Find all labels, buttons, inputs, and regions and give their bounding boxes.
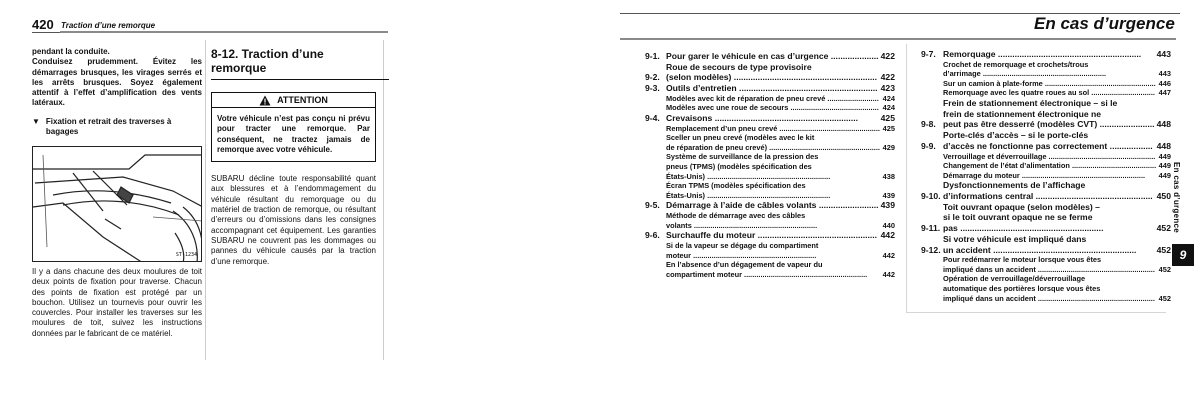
toc-entry[interactable] (921, 79, 1171, 89)
toc-entry-number: 9-6. (645, 230, 660, 241)
toc-page-number: 450 (1156, 191, 1171, 202)
toc-page-number: 439 (882, 190, 895, 200)
toc-entry-title (666, 200, 879, 211)
column-divider (383, 40, 384, 360)
toc-entry-title (666, 62, 879, 83)
toc-entry-number: 9-7. (921, 49, 936, 59)
toc-page-number: 449 (1158, 170, 1171, 180)
toc-entry[interactable] (645, 181, 895, 200)
toc-entry-line: Crevaisons ............................................................ (666, 113, 858, 123)
toc-entry-title (943, 98, 1155, 130)
toc-entry-number: 9-5. (645, 200, 660, 211)
toc-entry-line: Pour garer le véhicule en cas d’urgence .................... (666, 51, 879, 61)
toc-entry-line: Modèles avec kit de réparation de pneu crevé ......................... (666, 93, 879, 103)
toc-entry-title (943, 49, 1155, 60)
attention-text: Votre véhicule n’est pas conçu ni prévu pour tracter une remorque. Par conséquent, ne tractez jamais de remorque avec votre véhicule. (217, 114, 370, 154)
toc-entry-title (943, 130, 1155, 151)
chapter-rule (620, 38, 1176, 40)
toc-entry-number: 9-8. (921, 119, 936, 130)
toc-entry[interactable] (921, 161, 1171, 171)
toc-entry-title (943, 180, 1155, 201)
toc-entry-line: impliqué dans un accident ......................................................... (943, 293, 1155, 303)
side-tab-label: En cas d’urgence (1172, 162, 1181, 234)
toc-entry[interactable] (921, 60, 1171, 79)
toc-entry[interactable] (921, 49, 1171, 60)
toc-page-number: 447 (1158, 88, 1171, 98)
toc-page-number: 442 (882, 250, 895, 260)
toc-entry[interactable] (645, 103, 895, 113)
toc-entry-title (666, 181, 881, 200)
toc-page-number: 442 (882, 269, 895, 279)
page-number: 420 (32, 17, 54, 32)
toc-entry-title (666, 113, 879, 124)
toc-entry-line: compartiment moteur ............................................................ (666, 269, 868, 279)
toc-entry-line: de réparation de pneu crevé) ...................................................... (666, 142, 880, 152)
section-rule (211, 79, 389, 80)
toc-entry-number: 9-10. (921, 191, 941, 202)
toc-entry[interactable] (645, 124, 895, 134)
toc-entry-title (666, 211, 881, 230)
toc-column-divider (906, 44, 907, 312)
toc-page-number: 452 (1156, 244, 1171, 255)
toc-entry-title (666, 51, 879, 62)
toc-page-number: 440 (882, 220, 895, 230)
left-column (32, 47, 202, 137)
toc-bottom-rule (906, 312, 1166, 313)
toc-entry[interactable] (921, 202, 1171, 234)
toc-entry-title (943, 274, 1157, 303)
toc-entry-title (943, 234, 1155, 255)
toc-entry-line: Verrouillage et déverrouillage .................................................... (943, 151, 1156, 161)
toc-entry-line: si le toit ouvrant opaque ne se ferme (943, 212, 1093, 223)
toc-entry-line: Outils d’entretien .......................................................... (666, 83, 878, 94)
toc-entry-title (666, 103, 881, 113)
toc-entry-line: automatique des portières lorsque vous êtes (943, 284, 1101, 294)
toc-entry-number: 9-4. (645, 113, 660, 123)
toc-entry[interactable] (645, 260, 895, 279)
toc-page-number: 452 (1158, 264, 1171, 274)
toc-entry-line: Méthode de démarrage avec des câbles (666, 211, 806, 221)
toc-page-number: 448 (1156, 119, 1171, 130)
toc-entry-line: Système de surveillance de la pression des (666, 152, 819, 162)
toc-entry[interactable] (645, 211, 895, 230)
toc-page-number: 439 (880, 200, 895, 211)
toc-entry-line: impliqué dans un accident ......................................................... (943, 264, 1155, 274)
toc-page-number: 429 (882, 142, 895, 152)
toc-entry-line: Pour redémarrer le moteur lorsque vous êtes (943, 255, 1102, 265)
toc-column-right (921, 49, 1171, 303)
toc-entry-line: Sceller un pneu crevé (modèles avec le kit (666, 133, 815, 143)
toc-entry-title (943, 255, 1157, 274)
toc-page-number: 443 (1158, 69, 1171, 79)
triangle-bullet-icon: ▼ (32, 116, 40, 126)
toc-entry-title (666, 260, 881, 279)
toc-entry-number: 9-12. (921, 244, 941, 255)
toc-page-number: 422 (880, 72, 895, 83)
toc-entry[interactable] (921, 255, 1171, 274)
toc-entry-line: d’arrimage ............................................................ (943, 69, 1107, 79)
toc-entry-title (943, 79, 1157, 89)
toc-entry-line: Démarrage à l’aide de câbles volants ......................... (666, 200, 879, 211)
toc-entry[interactable] (645, 230, 895, 241)
toc-entry-line: Si de la vapeur se dégage du compartiment (666, 241, 819, 251)
toc-entry[interactable] (921, 274, 1171, 303)
toc-entry[interactable] (921, 152, 1171, 162)
subsection-title: Fixation et retrait des traverses à bagages (45, 116, 172, 137)
toc-entry-line: Dysfonctionnements de l’affichage (943, 180, 1086, 191)
toc-entry-title (943, 88, 1157, 98)
toc-entry[interactable] (921, 130, 1171, 151)
toc-entry-line: volants ............................................................ (666, 220, 818, 230)
toc-entry-line: États-Unis) ............................................................ (666, 190, 831, 200)
toc-entry[interactable] (921, 234, 1171, 255)
chapter-title: En cas d’urgence (1034, 14, 1175, 33)
toc-entry-line: Surchauffe du moteur .................................................. (666, 230, 878, 241)
toc-entry-title (666, 83, 879, 94)
toc-page-number: 452 (1156, 223, 1171, 234)
toc-entry-line: Crochet de remorquage et crochets/trous (943, 59, 1089, 69)
toc-entry-line: peut pas être desserré (modèles CVT) ....................... (943, 119, 1155, 130)
toc-entry-title (666, 152, 881, 181)
toc-entry-line: (selon modèles) ............................................................ (666, 72, 878, 83)
toc-entry-title (666, 133, 881, 152)
toc-entry-line: Si votre véhicule est impliqué dans (943, 233, 1087, 244)
toc-entry-line: Remorquage ............................................................ (943, 49, 1142, 59)
fixation-paragraph: Il y a dans chacune des deux moulures de toit deux points de fixation pour traverse. Chacun des points de fixation est protégé par un bouchon. Utilisez un tournevis pour ouvrir les couvercles. Pour installer les traverses sur les moulures de toit, suivez les instructions données par le fabricant de ce matériel. (32, 267, 202, 338)
toc-entry[interactable] (921, 171, 1171, 181)
toc-page-number: 423 (880, 83, 895, 94)
toc-entry-title (666, 124, 881, 134)
toc-entry-title (666, 94, 881, 104)
toc-page-number: 442 (880, 230, 895, 241)
toc-entry-line: Démarrage du moteur ............................................................ (943, 170, 1146, 180)
toc-entry-number: 9-1. (645, 51, 660, 61)
toc-entry-line: Remorquage avec les quatre roues au sol ............................... (943, 88, 1155, 98)
running-title: Traction d’une remorque (61, 21, 156, 30)
figure-code: ST-1234 (175, 252, 197, 258)
warning-triangle-icon (259, 95, 271, 106)
toc-entry-line: pneus (TPMS) (modèles spécification des (666, 162, 812, 172)
toc-page-number: 422 (880, 51, 895, 61)
toc-entry-title (943, 60, 1157, 79)
toc-entry-line: frein de stationnement électronique ne (943, 108, 1102, 119)
toc-entry-line: Remplacement d’un pneu crevé ................................................. (666, 123, 880, 133)
toc-entry-number: 9-11. (921, 223, 941, 234)
toc-entry-line: Écran TPMS (modèles spécification des (666, 181, 806, 191)
toc-entry[interactable] (645, 83, 895, 94)
toc-entry-line: moteur ............................................................ (666, 250, 817, 260)
toc-entry-number: 9-2. (645, 72, 660, 83)
toc-page-number: 425 (880, 113, 895, 123)
toc-entry[interactable] (645, 51, 895, 62)
toc-page-number: 424 (882, 103, 895, 113)
disclaimer-paragraph: SUBARU décline toute responsabilité quant aux blessures et à l’endommagement du véhicule résultant du remorquage ou du matériel de traction de remorque, ou résultant d’erreurs ou d’omissions dans les consignes accompagnant cet équipement. Les garanties SUBARU ne couvrent pas les dommages ou pannes du véhicule causés par la traction d’une remorque. (211, 174, 376, 266)
attention-label: ATTENTION (277, 94, 328, 105)
roof-rail-illustration (32, 146, 202, 262)
toc-entry-line: Changement de l’état d’alimentation ......................................... (943, 161, 1157, 171)
toc-column-left (645, 51, 895, 279)
toc-entry[interactable] (645, 200, 895, 211)
attention-box (211, 92, 376, 162)
column-divider (205, 40, 206, 360)
subsection-heading (32, 117, 202, 138)
toc-entry-title (943, 202, 1155, 234)
toc-entry[interactable] (645, 62, 895, 83)
toc-entry-line: Modèles avec une roue de secours ........................................... (666, 103, 879, 113)
toc-page-number: 443 (1156, 49, 1171, 59)
header-rule-accent (60, 31, 388, 33)
toc-entry-title (943, 161, 1157, 171)
toc-entry-line: pas ............................................................ (943, 223, 1104, 234)
toc-entry-line: Opération de verrouillage/déverrouillage (943, 274, 1086, 284)
toc-page-number: 424 (882, 93, 895, 103)
toc-entry[interactable] (645, 133, 895, 152)
toc-entry-line: Toit ouvrant opaque (selon modèles) – (943, 201, 1100, 212)
toc-page-number: 449 (1158, 161, 1171, 171)
toc-page-number: 425 (882, 123, 895, 133)
toc-entry[interactable] (921, 88, 1171, 98)
toc-page-number: 449 (1158, 151, 1171, 161)
toc-entry-line: États-Unis) ............................................................ (666, 171, 831, 181)
toc-entry[interactable] (921, 98, 1171, 130)
chapter-tab: 9 (1172, 244, 1194, 266)
toc-entry[interactable] (645, 152, 895, 181)
toc-entry-line: En l’absence d’un dégagement de vapeur du (666, 260, 823, 270)
toc-entry-title (943, 171, 1157, 181)
attention-header (212, 93, 375, 108)
caution-paragraph: Conduisez prudemment. Évitez les démarrages brusques, les virages serrés et les arrêts brusques. Soyez également attentif à l’effet d’amplification des vents latéraux. (32, 57, 202, 108)
toc-entry-line: Roue de secours de type provisoire (666, 61, 812, 72)
continued-text: pendant la conduite. (32, 47, 110, 56)
toc-page-number: 438 (882, 171, 895, 181)
toc-entry-line: Frein de stationnement électronique – si le (943, 98, 1118, 109)
toc-entry-line: d’accès ne fonctionne pas correctement .................. (943, 140, 1153, 151)
toc-entry-number: 9-3. (645, 83, 660, 94)
toc-page-number: 448 (1156, 140, 1171, 151)
toc-entry-title (943, 152, 1157, 162)
toc-entry[interactable] (645, 241, 895, 260)
toc-entry-number: 9-9. (921, 140, 936, 151)
roof-rail-drawing (33, 147, 202, 262)
toc-entry[interactable] (645, 113, 895, 124)
middle-column (211, 47, 376, 267)
toc-entry-line: d’informations central ................................................. (943, 191, 1153, 202)
toc-entry-line: un accident ............................................................ (943, 244, 1137, 255)
section-title: 8-12. Traction d’une remorque (211, 47, 324, 75)
toc-entry-line: Sur un camion à plate-forme ...................................................... (943, 78, 1156, 88)
toc-entry[interactable] (921, 180, 1171, 201)
toc-page-number: 446 (1158, 78, 1171, 88)
toc-entry[interactable] (645, 94, 895, 104)
toc-entry-title (666, 241, 881, 260)
toc-page-number: 452 (1158, 293, 1171, 303)
toc-entry-line: Porte-clés d’accès – si le porte-clés (943, 130, 1089, 141)
toc-entry-title (666, 230, 879, 241)
